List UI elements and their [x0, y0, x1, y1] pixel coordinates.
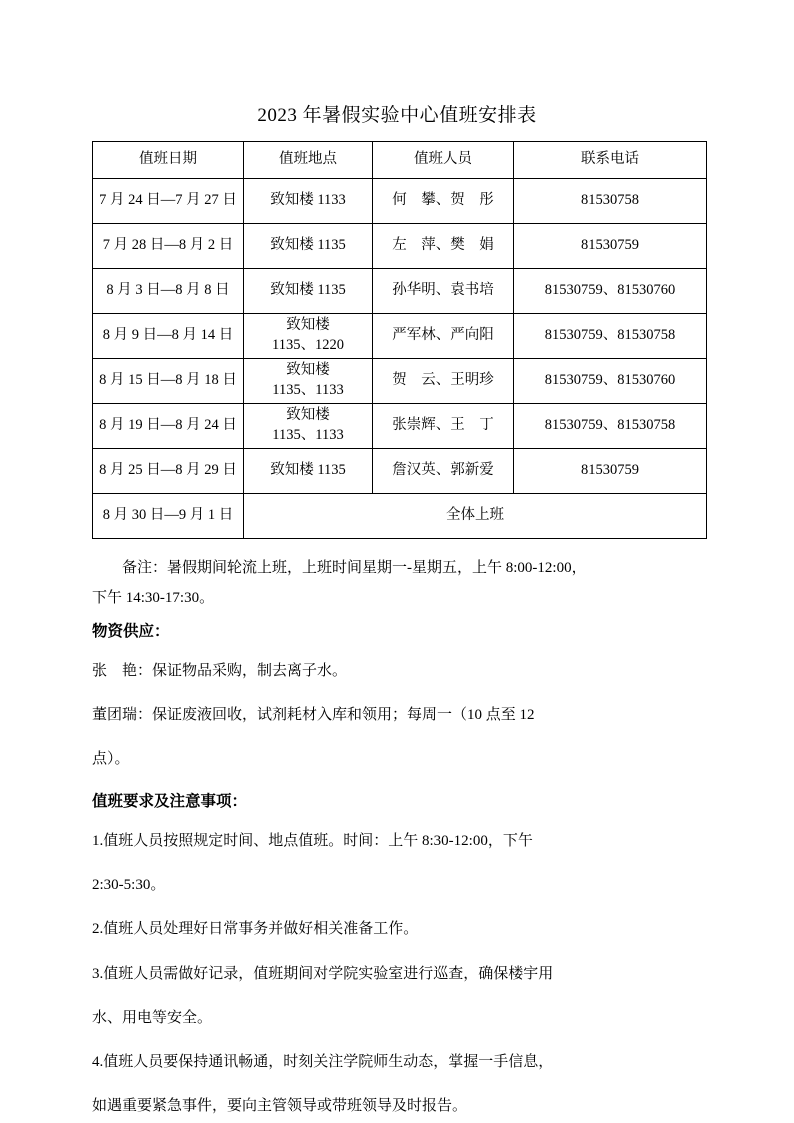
cell-date: 8 月 3 日—8 月 8 日: [93, 269, 244, 314]
requirement-1-line-1: 1.值班人员按照规定时间、地点值班。时间：上午 8:30-12:00，下午: [92, 832, 533, 849]
column-header-date: 值班日期: [93, 142, 244, 179]
table-row-all-staff: [93, 494, 707, 539]
table-row: [93, 404, 707, 449]
column-header-person: 值班人员: [373, 142, 514, 179]
supply-section: [92, 619, 702, 774]
cell-place-line1: 致知楼: [286, 317, 330, 334]
cell-place-line2: 1135、1133: [272, 427, 344, 443]
table-row: [93, 314, 707, 359]
table-row: [93, 269, 707, 314]
cell-place: 致知楼 1135: [244, 224, 373, 269]
supply-heading: 物资供应：: [92, 623, 170, 640]
cell-date: 7 月 24 日—7 月 27 日: [93, 179, 244, 224]
cell-phone: 81530759、81530758: [514, 314, 707, 359]
cell-place-line1: 致知楼: [286, 362, 330, 379]
cell-date: 7 月 28 日—8 月 2 日: [93, 224, 244, 269]
cell-phone: 81530759: [514, 449, 707, 494]
table-row: [93, 224, 707, 269]
cell-person: 何 攀、贺 彤: [373, 179, 514, 224]
supply-item-1: 张 艳：保证物品采购，制去离子水。: [92, 662, 348, 679]
cell-person: 孙华明、袁书培: [373, 269, 514, 314]
cell-phone: 81530759、81530758: [514, 404, 707, 449]
cell-person: 严军林、严向阳: [373, 314, 514, 359]
requirement-2: 2.值班人员处理好日常事务并做好相关准备工作。: [92, 921, 419, 938]
requirement-4-line-2: 如遇重要紧急事件，要向主管领导或带班领导及时报告。: [92, 1098, 468, 1115]
cell-date: 8 月 25 日—8 月 29 日: [93, 449, 244, 494]
requirement-1-line-2: 2:30-5:30。: [92, 877, 166, 893]
cell-date: 8 月 30 日—9 月 1 日: [93, 494, 244, 539]
requirements-section: [92, 789, 702, 1121]
cell-place-line2: 1135、1133: [272, 382, 344, 398]
supply-item-2: 董团瑞：保证废液回收，试剂耗材入库和领用；每周一（10 点至 12: [92, 706, 535, 723]
cell-date: 8 月 15 日—8 月 18 日: [93, 359, 244, 404]
column-header-place: 值班地点: [244, 142, 373, 179]
cell-place: 致知楼 1133: [244, 179, 373, 224]
cell-place: [244, 404, 373, 449]
cell-person: 左 萍、樊 娟: [373, 224, 514, 269]
cell-person: 贺 云、王明珍: [373, 359, 514, 404]
table-row: [93, 449, 707, 494]
cell-phone: 81530758: [514, 179, 707, 224]
remark-line-1: 备注：暑假期间轮流上班，上班时间星期一-星期五，上午 8:00-12:00，: [122, 560, 587, 576]
requirement-3-line-2: 水、用电等安全。: [92, 1009, 213, 1026]
table-row: [93, 179, 707, 224]
notes-section: [92, 553, 702, 613]
cell-place: [244, 359, 373, 404]
cell-place: 致知楼 1135: [244, 449, 373, 494]
page-title: 2023 年暑假实验中心值班安排表: [257, 105, 537, 126]
requirements-heading: 值班要求及注意事项：: [92, 793, 248, 811]
cell-place: 致知楼 1135: [244, 269, 373, 314]
duty-schedule-table: [92, 141, 707, 539]
cell-person: 张崇辉、王 丁: [373, 404, 514, 449]
cell-place: [244, 314, 373, 359]
cell-phone: 81530759、81530760: [514, 359, 707, 404]
cell-phone: 81530759、81530760: [514, 269, 707, 314]
cell-date: 8 月 19 日—8 月 24 日: [93, 404, 244, 449]
cell-person: 詹汉英、郭新爱: [373, 449, 514, 494]
remark-line-2: 下午 14:30-17:30。: [92, 590, 215, 606]
requirement-3-line-1: 3.值班人员需做好记录，值班期间对学院实验室进行巡查，确保楼宇用: [92, 965, 554, 982]
supply-item-2-cont: 点）。: [92, 751, 130, 767]
cell-merged-all-staff: 全体上班: [244, 494, 707, 539]
cell-phone: 81530759: [514, 224, 707, 269]
column-header-phone: 联系电话: [514, 142, 707, 179]
cell-place-line2: 1135、1220: [272, 337, 344, 353]
cell-place-line1: 致知楼: [286, 407, 330, 424]
table-row: [93, 359, 707, 404]
table-header-row: [93, 142, 707, 179]
requirement-4-line-1: 4.值班人员要保持通讯畅通，时刻关注学院师生动态，掌握一手信息，: [92, 1054, 554, 1070]
cell-date: 8 月 9 日—8 月 14 日: [93, 314, 244, 359]
